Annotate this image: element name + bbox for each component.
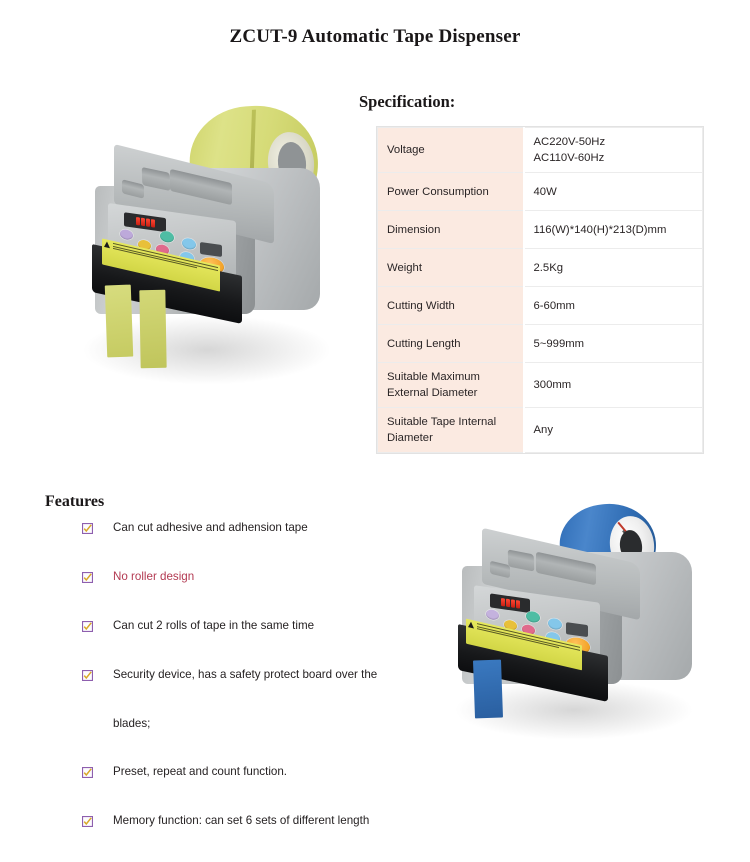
table-row	[378, 363, 703, 408]
spec-value: 40W	[524, 173, 703, 211]
button-purple[interactable]	[486, 609, 499, 621]
table-row	[378, 287, 703, 325]
features-list	[82, 520, 472, 862]
checkbox-checked-icon	[82, 523, 93, 534]
specification-table	[376, 126, 704, 454]
led-display	[124, 212, 166, 232]
button-purple[interactable]	[120, 229, 133, 241]
table-row	[378, 249, 703, 287]
spec-value: 300mm	[524, 363, 703, 408]
list-item-continuation	[82, 716, 472, 764]
page-title: ZCUT-9 Automatic Tape Dispenser	[229, 26, 521, 47]
feature-text: Can cut adhesive and adhension tape	[113, 521, 308, 534]
checkbox-checked-icon	[82, 621, 93, 632]
list-item	[82, 813, 472, 862]
button-blue-upper[interactable]	[548, 618, 562, 631]
table-row	[378, 408, 703, 453]
feature-text: Preset, repeat and count function.	[113, 765, 288, 778]
spec-label: Cutting Width	[378, 287, 524, 325]
table-row	[378, 128, 703, 173]
list-item	[82, 618, 472, 667]
checkbox-checked-icon	[82, 572, 93, 583]
checkbox-checked-icon	[82, 670, 93, 681]
table-row	[378, 211, 703, 249]
spec-value: Any	[524, 408, 703, 453]
spec-label: Cutting Length	[378, 325, 524, 363]
spec-label: Power Consumption	[378, 173, 524, 211]
list-item	[82, 569, 472, 618]
dispensed-tape-strip	[139, 290, 166, 368]
table-row	[378, 325, 703, 363]
spec-value: AC220V-50Hz AC110V-60Hz	[524, 128, 703, 173]
dispensed-tape-strip	[105, 285, 133, 358]
list-item	[82, 520, 472, 569]
feature-text: blades;	[113, 717, 151, 730]
button-blue-upper[interactable]	[182, 237, 196, 250]
spec-label: Suitable Maximum External Diameter	[378, 363, 524, 408]
spec-label: Weight	[378, 249, 524, 287]
spec-label: Dimension	[378, 211, 524, 249]
features-heading: Features	[45, 493, 105, 510]
spec-value: 5~999mm	[524, 325, 703, 363]
specification-heading: Specification:	[359, 92, 456, 111]
feature-text: Security device, has a safety protect board over the	[113, 668, 378, 681]
tape-dispenser-yellow-tape-photo	[62, 100, 352, 400]
button-teal[interactable]	[160, 230, 174, 243]
spec-label: Suitable Tape Internal Diameter	[378, 408, 524, 453]
spec-value: 2.5Kg	[524, 249, 703, 287]
spec-value: 6-60mm	[524, 287, 703, 325]
feature-text: Memory function: can set 6 sets of different length	[113, 814, 370, 827]
spec-label: Voltage	[378, 128, 524, 173]
list-item	[82, 667, 472, 716]
button-teal[interactable]	[526, 610, 540, 623]
dispensed-tape-strip	[473, 660, 503, 719]
spec-value: 116(W)*140(H)*213(D)mm	[524, 211, 703, 249]
checkbox-checked-icon	[82, 767, 93, 778]
feature-text: Can cut 2 rolls of tape in the same time	[113, 619, 315, 632]
feature-text: No roller design	[113, 570, 195, 583]
table-row	[378, 173, 703, 211]
tape-dispenser-blue-tape-photo	[424, 500, 714, 750]
list-item	[82, 764, 472, 813]
